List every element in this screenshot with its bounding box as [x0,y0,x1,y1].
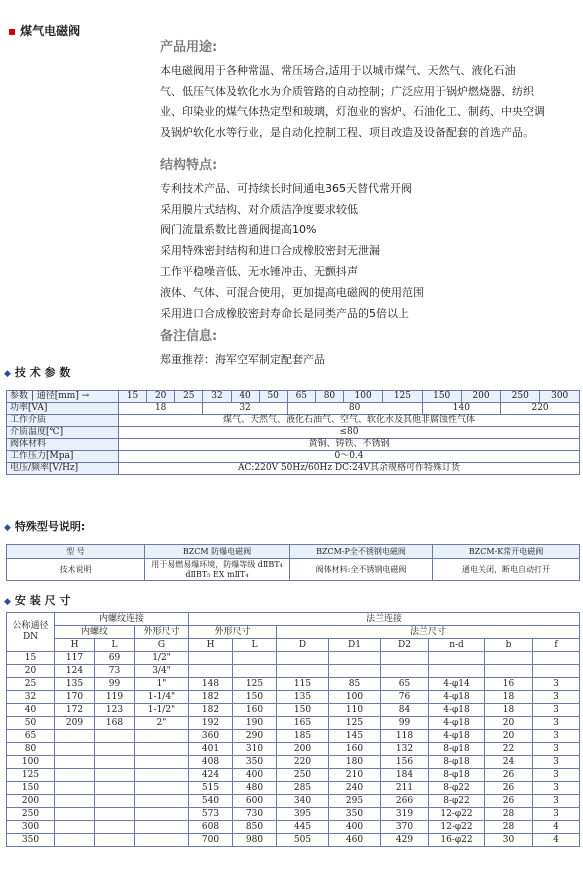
size-cell: 84 [381,704,429,717]
outer1-header: 外形尺寸 [135,626,189,639]
table-row [7,743,580,756]
bullet-icon: ▪ [8,24,17,38]
size-table-body [7,652,580,847]
special-heading-text: 特殊型号说明: [14,520,86,533]
table-row [7,415,580,427]
size-cell: 295 [329,795,381,808]
dn-cell: 80 [315,391,343,403]
size-cell: 170 [55,691,95,704]
size-cell: 132 [381,743,429,756]
size-cell [135,743,189,756]
size-cell: 285 [277,782,329,795]
table-row [7,613,580,626]
size-cell: 445 [277,821,329,834]
size-cell: 65 [381,678,429,691]
size-cell: 100 [329,691,381,704]
medium-label: 工作介质 [7,415,119,427]
table-row [7,795,580,808]
col-header: D1 [329,639,381,652]
size-cell: 185 [277,730,329,743]
size-cell: 124 [55,665,95,678]
size-cell: 20 [485,717,533,730]
size-cell: 73 [95,665,135,678]
table-row [7,559,580,581]
size-cell: 182 [189,704,233,717]
size-cell [55,821,95,834]
dn-cell: 250 [7,808,55,821]
size-cell: 210 [329,769,381,782]
dn-cell: 65 [7,730,55,743]
power-cell: 220 [501,403,580,415]
size-cell [135,834,189,847]
size-cell: 192 [189,717,233,730]
size-cell [55,808,95,821]
dn-cell: 100 [344,391,383,403]
table-row [7,451,580,463]
size-cell: 182 [189,691,233,704]
size-cell: 99 [95,678,135,691]
table-row [7,665,580,678]
power-cell: 18 [119,403,203,415]
usage-heading: 产品用途: [160,40,218,55]
col-header: L [95,639,135,652]
size-cell: 1" [135,678,189,691]
size-cell [485,665,533,678]
size-cell: 16 [485,678,533,691]
size-cell: 190 [233,717,277,730]
size-cell: 28 [485,808,533,821]
size-cell: 515 [189,782,233,795]
size-cell: 184 [381,769,429,782]
install-heading [4,592,70,608]
size-cell: 160 [329,743,381,756]
size-cell [95,808,135,821]
size-cell [233,652,277,665]
size-cell: 540 [189,795,233,808]
flange-header: 法兰尺寸 [277,626,580,639]
size-cell [95,730,135,743]
size-cell: 3 [533,756,580,769]
col-header: f [533,639,580,652]
table-row [7,463,580,475]
size-cell: 8-φ22 [429,782,485,795]
size-cell: 4-φ18 [429,717,485,730]
size-cell [135,782,189,795]
size-cell: 2" [135,717,189,730]
size-cell: 3 [533,678,580,691]
col-header: n-d [429,639,485,652]
size-cell [55,834,95,847]
size-cell: 340 [277,795,329,808]
bullet-icon: ◆ [4,523,11,533]
size-cell: 319 [381,808,429,821]
tech-params-table [6,390,580,475]
dn-cell: 300 [540,391,580,403]
dn-cell: 15 [7,652,55,665]
special-cell: 用于易燃易爆环境，防爆等级 dⅡBT₄ dⅡBT₅ EX mⅡT₄ [145,559,290,581]
size-cell [135,769,189,782]
special-models-table [6,544,580,581]
usage-section [160,36,580,144]
special-row-label: 技术说明 [7,559,145,581]
dn-cell: 40 [231,391,259,403]
table-row [7,782,580,795]
size-cell [429,665,485,678]
size-cell: 480 [233,782,277,795]
size-cell: 3 [533,691,580,704]
size-cell: 250 [277,769,329,782]
size-cell: 3 [533,782,580,795]
size-cell: 125 [329,717,381,730]
size-cell: 850 [233,821,277,834]
size-cell: 401 [189,743,233,756]
size-cell [55,756,95,769]
size-cell: 76 [381,691,429,704]
dn-cell: 350 [7,834,55,847]
size-cell [95,821,135,834]
size-cell: 3 [533,769,580,782]
special-cell: 通电关闭，断电自动打开 [433,559,580,581]
size-cell: 180 [329,756,381,769]
size-cell: 22 [485,743,533,756]
special-heading [4,518,85,534]
param-header-label: 参数 | 通径[mm] → [7,391,119,403]
size-cell: 3 [533,730,580,743]
table-row [7,652,580,665]
size-cell: 266 [381,795,429,808]
size-cell: 12-φ22 [429,808,485,821]
dn-cell: 20 [7,665,55,678]
size-cell: 20 [485,730,533,743]
size-cell: 145 [329,730,381,743]
tech-heading-text: 技 术 参 数 [14,366,71,379]
size-cell [55,782,95,795]
special-header-cell: 型 号 [7,545,145,559]
size-cell [277,652,329,665]
bullet-icon: ◆ [4,369,11,379]
nominal-header [7,613,55,652]
size-cell: 400 [233,769,277,782]
size-cell: 209 [55,717,95,730]
size-cell [381,652,429,665]
dn-cell: 200 [461,391,500,403]
table-row [7,717,580,730]
dn-cell: 100 [7,756,55,769]
voltage-value: AC:220V 50Hz/60Hz DC:24V其余规格可作特殊订货 [119,463,580,475]
size-cell: 148 [189,678,233,691]
size-cell: 8-φ22 [429,795,485,808]
size-cell: 730 [233,808,277,821]
dn-cell: 20 [147,391,175,403]
size-cell: 400 [329,821,381,834]
special-header-cell: BZCM 防爆电磁阀 [145,545,290,559]
dn-cell: 150 [422,391,461,403]
size-cell [95,795,135,808]
dn-cell: 150 [7,782,55,795]
size-cell: 172 [55,704,95,717]
size-cell: 3 [533,717,580,730]
power-cell: 140 [422,403,501,415]
product-title-text: 煤气电磁阀 [20,24,81,38]
size-cell [95,769,135,782]
size-cell [533,665,580,678]
install-heading-text: 安 装 尺 寸 [14,594,71,607]
col-header: D2 [381,639,429,652]
feature-line: 采用膜片式结构、对介质洁净度要求较低 [160,202,358,216]
features-section [160,154,580,371]
table-row [7,691,580,704]
dn-cell: 80 [7,743,55,756]
table-row [7,403,580,415]
size-cell [135,730,189,743]
size-cell: 26 [485,795,533,808]
size-cell: 8-φ18 [429,743,485,756]
size-cell: 135 [55,678,95,691]
feature-line: 专利技术产品、可持续长时间通电365天替代常开阀 [160,181,412,195]
size-cell [189,652,233,665]
temp-label: 介质温度[℃] [7,427,119,439]
table-row [7,834,580,847]
size-cell [135,756,189,769]
feature-line: 工作平稳噪音低、无水锤冲击、无颤抖声 [160,265,358,279]
size-cell: 220 [277,756,329,769]
size-cell: 18 [485,691,533,704]
size-cell [95,834,135,847]
dn-cell: 32 [7,691,55,704]
material-label: 阀体材料 [7,439,119,451]
size-cell: 69 [95,652,135,665]
size-cell: 3 [533,743,580,756]
size-cell [329,665,381,678]
size-cell: 395 [277,808,329,821]
table-row [7,821,580,834]
size-cell: 980 [233,834,277,847]
dn-cell: 32 [203,391,231,403]
size-cell: 310 [233,743,277,756]
size-cell: 505 [277,834,329,847]
size-cell: 168 [95,717,135,730]
size-cell: 600 [233,795,277,808]
size-cell: 3 [533,795,580,808]
temp-value: ≤80 [119,427,580,439]
size-cell: 118 [381,730,429,743]
size-cell [55,795,95,808]
size-cell: 1-1/4" [135,691,189,704]
size-cell: 240 [329,782,381,795]
size-cell: 24 [485,756,533,769]
size-cell [381,665,429,678]
size-cell: 1/2" [135,652,189,665]
product-title [8,22,80,39]
table-row [7,391,580,403]
size-cell: 370 [381,821,429,834]
size-cell: 424 [189,769,233,782]
size-cell: 200 [277,743,329,756]
size-cell: 573 [189,808,233,821]
dn-cell: 65 [287,391,315,403]
size-cell: 3 [533,808,580,821]
size-cell: 165 [277,717,329,730]
size-cell: 4-φ14 [429,678,485,691]
dn-cell: 200 [7,795,55,808]
dn-cell: 50 [259,391,287,403]
size-cell: 1-1/2" [135,704,189,717]
tech-heading [4,364,70,380]
dn-cell: 125 [383,391,422,403]
size-cell: 360 [189,730,233,743]
col-header: D [277,639,329,652]
outer2-header: 外形尺寸 [189,626,277,639]
table-row [7,756,580,769]
size-cell: 110 [329,704,381,717]
size-cell [135,795,189,808]
dn-cell: 25 [7,678,55,691]
size-cell: 16-φ22 [429,834,485,847]
size-cell: 119 [95,691,135,704]
size-cell: 350 [329,808,381,821]
dn-cell: 25 [175,391,203,403]
size-cell [95,743,135,756]
size-cell [55,730,95,743]
power-cell: 32 [203,403,287,415]
size-cell: 4-φ18 [429,730,485,743]
size-cell: 4 [533,821,580,834]
size-cell: 8-φ18 [429,769,485,782]
col-header: L [233,639,277,652]
voltage-label: 电压/频率[V/Hz] [7,463,119,475]
notes-line: 郑重推荐：海军空军制定配套产品 [160,352,325,366]
size-cell: 125 [233,678,277,691]
size-cell [329,652,381,665]
special-header-cell: BZCM-P全不锈钢电磁阀 [290,545,433,559]
thread-header: 内螺纹 [55,626,135,639]
table-row [7,769,580,782]
size-cell: 429 [381,834,429,847]
size-cell: 115 [277,678,329,691]
feature-line: 采用进口合成橡胶密封寿命长是同类产品的5倍以上 [160,307,409,321]
size-cell: 12-φ22 [429,821,485,834]
nominal-label: 公称通径 [12,621,49,631]
dn-cell: 50 [7,717,55,730]
col-header: b [485,639,533,652]
table-row [7,730,580,743]
dn-cell: 250 [501,391,540,403]
power-label: 功率[VA] [7,403,119,415]
power-cell: 80 [287,403,422,415]
size-cell: 18 [485,704,533,717]
size-cell [55,769,95,782]
size-cell [55,743,95,756]
table-row [7,427,580,439]
bullet-icon: ◆ [4,597,11,607]
pressure-value: 0～0.4 [119,451,580,463]
size-cell: 26 [485,769,533,782]
table-row [7,626,580,639]
size-cell: 8-φ18 [429,756,485,769]
medium-value: 煤气、天然气、液化石油气、空气、软化水及其他非腐蚀性气体 [119,415,580,427]
table-row [7,439,580,451]
usage-line: 本电磁阀用于各种常温、常压场合,适用于以城市煤气、天然气、液化石油 [160,63,516,77]
size-cell: 150 [233,691,277,704]
feature-line: 液体、气体、可混合使用，更加提高电磁阀的使用范围 [160,286,424,300]
thread-conn-header: 内螺纹连接 [55,613,189,626]
pressure-label: 工作压力[Mpa] [7,451,119,463]
table-row [7,545,580,559]
size-cell: 3/4" [135,665,189,678]
size-cell: 608 [189,821,233,834]
flange-conn-header: 法兰连接 [189,613,580,626]
dn-cell: 15 [119,391,147,403]
size-cell: 4-φ18 [429,704,485,717]
table-row [7,704,580,717]
size-cell: 290 [233,730,277,743]
usage-line: 及锅炉软化水等行业，是自动化控制工程、项目改造及设备配套的首选产品。 [160,126,534,140]
size-cell [233,665,277,678]
dn-cell: 40 [7,704,55,717]
table-row [7,639,580,652]
col-header: G [135,639,189,652]
notes-heading: 备注信息: [160,328,218,344]
size-cell: 4-φ18 [429,691,485,704]
dn-label: DN [22,632,39,642]
size-cell: 156 [381,756,429,769]
dn-cell: 125 [7,769,55,782]
special-header-cell: BZCM-K常开电磁阀 [433,545,580,559]
feature-line: 阀门流量系数比普通阀提高10% [160,223,317,237]
size-cell: 135 [277,691,329,704]
size-cell [189,665,233,678]
size-cell: 408 [189,756,233,769]
size-cell: 4 [533,834,580,847]
size-cell: 460 [329,834,381,847]
size-cell: 160 [233,704,277,717]
size-cell [533,652,580,665]
size-cell: 700 [189,834,233,847]
size-cell: 26 [485,782,533,795]
table-row [7,678,580,691]
usage-line: 业、印染业的煤气体热定型和玻璃，灯泡业的窖炉、石油化工、制药、中央空调 [160,105,545,119]
size-cell: 123 [95,704,135,717]
material-value: 黄铜、铸铁、不锈钢 [119,439,580,451]
size-cell [485,652,533,665]
feature-line: 采用特殊密封结构和进口合成橡胶密封无泄漏 [160,244,380,258]
table-row [7,808,580,821]
usage-line: 气、低压气体及软化水为介质管路的自动控制；广泛应用于锅炉燃烧器、纺织 [160,84,534,98]
install-size-table [6,612,580,847]
col-header: H [55,639,95,652]
size-cell [429,652,485,665]
size-cell: 28 [485,821,533,834]
special-cell: 阀体材料:全不锈钢电磁阀 [290,559,433,581]
size-cell [95,782,135,795]
size-cell: 117 [55,652,95,665]
size-cell: 3 [533,704,580,717]
size-cell [135,808,189,821]
size-cell [135,821,189,834]
size-cell [277,665,329,678]
size-cell: 85 [329,678,381,691]
features-heading: 结构特点: [160,158,218,173]
size-cell [95,756,135,769]
col-header: H [189,639,233,652]
size-cell: 211 [381,782,429,795]
size-cell: 99 [381,717,429,730]
dn-cell: 300 [7,821,55,834]
size-cell: 30 [485,834,533,847]
size-cell: 350 [233,756,277,769]
size-cell: 150 [277,704,329,717]
